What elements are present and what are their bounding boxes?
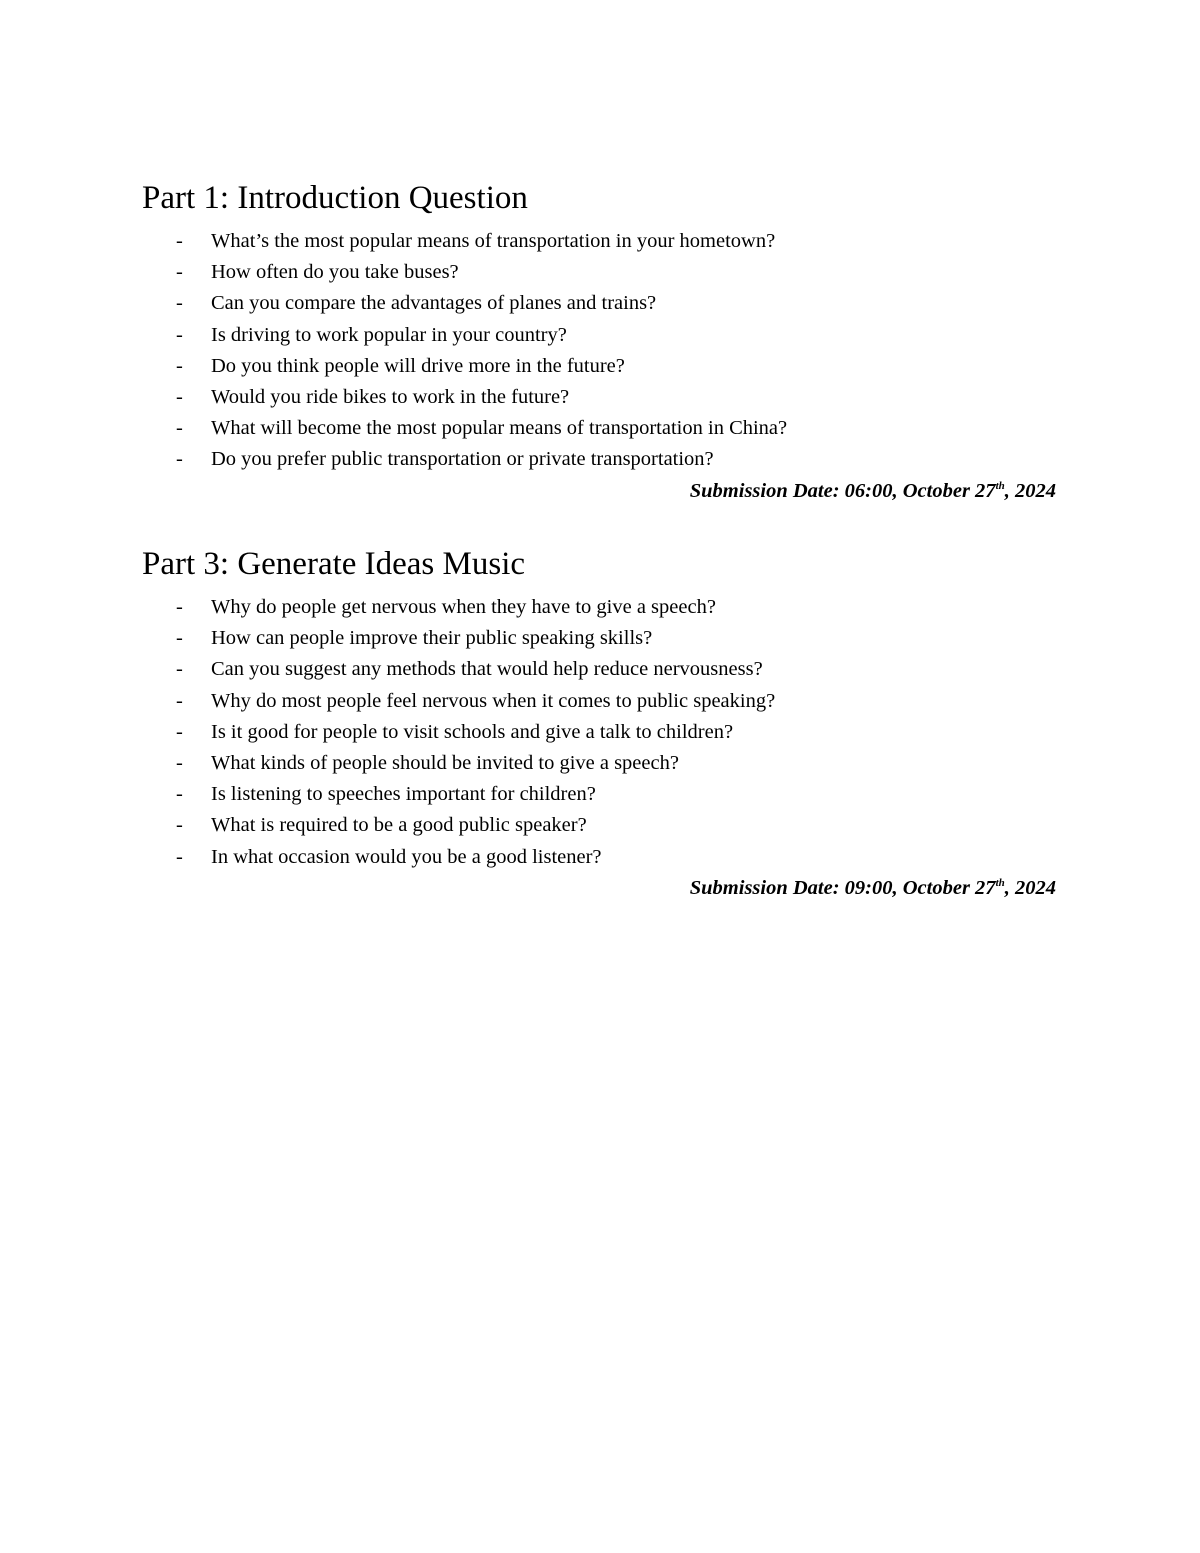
question-text: How often do you take buses? (211, 261, 459, 284)
bullet-dash: - (176, 751, 183, 774)
bullet-dash: - (176, 417, 183, 440)
question-text: What’s the most popular means of transportation in your hometown? (211, 230, 776, 252)
question-item (142, 382, 1056, 413)
question-item (142, 686, 1056, 717)
question-text: How can people improve their public speaking skills? (211, 627, 653, 650)
bullet-dash: - (176, 845, 183, 868)
part-1-question-list (142, 226, 1056, 476)
question-item (142, 842, 1056, 873)
bullet-dash: - (176, 323, 183, 346)
bullet-dash: - (176, 783, 183, 806)
part-1-section (142, 178, 1056, 507)
question-item (142, 226, 1056, 257)
bullet-dash: - (176, 385, 183, 408)
bullet-dash: - (176, 448, 183, 471)
question-item (142, 444, 1056, 475)
question-item (142, 288, 1056, 319)
question-text: In what occasion would you be a good listener? (211, 845, 602, 868)
question-text: Do you prefer public transportation or private transportation? (211, 448, 714, 471)
bullet-dash: - (176, 292, 183, 315)
question-item (142, 779, 1056, 810)
part-3-question-list (142, 592, 1056, 873)
question-item (142, 413, 1056, 444)
bullet-dash: - (176, 658, 183, 681)
question-item (142, 810, 1056, 841)
question-item (142, 623, 1056, 654)
question-item (142, 351, 1056, 382)
bullet-dash: - (176, 261, 183, 284)
submission-year: , 2024 (1004, 876, 1056, 899)
question-text: What will become the most popular means of transportation in China? (211, 417, 788, 440)
question-text: Is listening to speeches important for children? (211, 783, 596, 806)
ordinal-suffix: th (995, 479, 1005, 492)
part-3-section (142, 544, 1056, 904)
question-text: Why do most people feel nervous when it comes to public speaking? (211, 689, 776, 712)
question-text: Can you compare the advantages of planes and trains? (211, 292, 657, 315)
question-item (142, 257, 1056, 288)
question-text: Can you suggest any methods that would help reduce nervousness? (211, 658, 763, 681)
submission-date-text: Submission Date: 09:00, October 27 (689, 876, 996, 899)
bullet-dash: - (176, 354, 183, 377)
bullet-dash: - (176, 596, 183, 618)
bullet-dash: - (176, 814, 183, 837)
question-text: What kinds of people should be invited to give a speech? (211, 751, 679, 774)
question-item (142, 320, 1056, 351)
question-text: What is required to be a good public speaker? (211, 814, 587, 837)
question-text: Why do people get nervous when they have to give a speech? (211, 596, 716, 618)
question-item (142, 717, 1056, 748)
question-item (142, 654, 1056, 685)
bullet-dash: - (176, 689, 183, 712)
question-text: Is it good for people to visit schools and give a talk to children? (211, 720, 734, 743)
ordinal-suffix: th (995, 876, 1005, 889)
part-3-heading: Part 3: Generate Ideas Music (142, 546, 526, 582)
question-text: Would you ride bikes to work in the future? (211, 385, 570, 408)
question-item (142, 592, 1056, 623)
bullet-dash: - (176, 720, 183, 743)
part-1-heading: Part 1: Introduction Question (142, 180, 528, 216)
part-3-submission-date (142, 873, 1056, 904)
bullet-dash: - (176, 230, 183, 252)
submission-year: , 2024 (1004, 479, 1056, 502)
question-text: Is driving to work popular in your country? (211, 323, 567, 346)
question-text: Do you think people will drive more in the future? (211, 354, 625, 377)
submission-date-text: Submission Date: 06:00, October 27 (689, 479, 996, 502)
question-item (142, 748, 1056, 779)
part-1-submission-date (142, 476, 1056, 507)
bullet-dash: - (176, 627, 183, 650)
